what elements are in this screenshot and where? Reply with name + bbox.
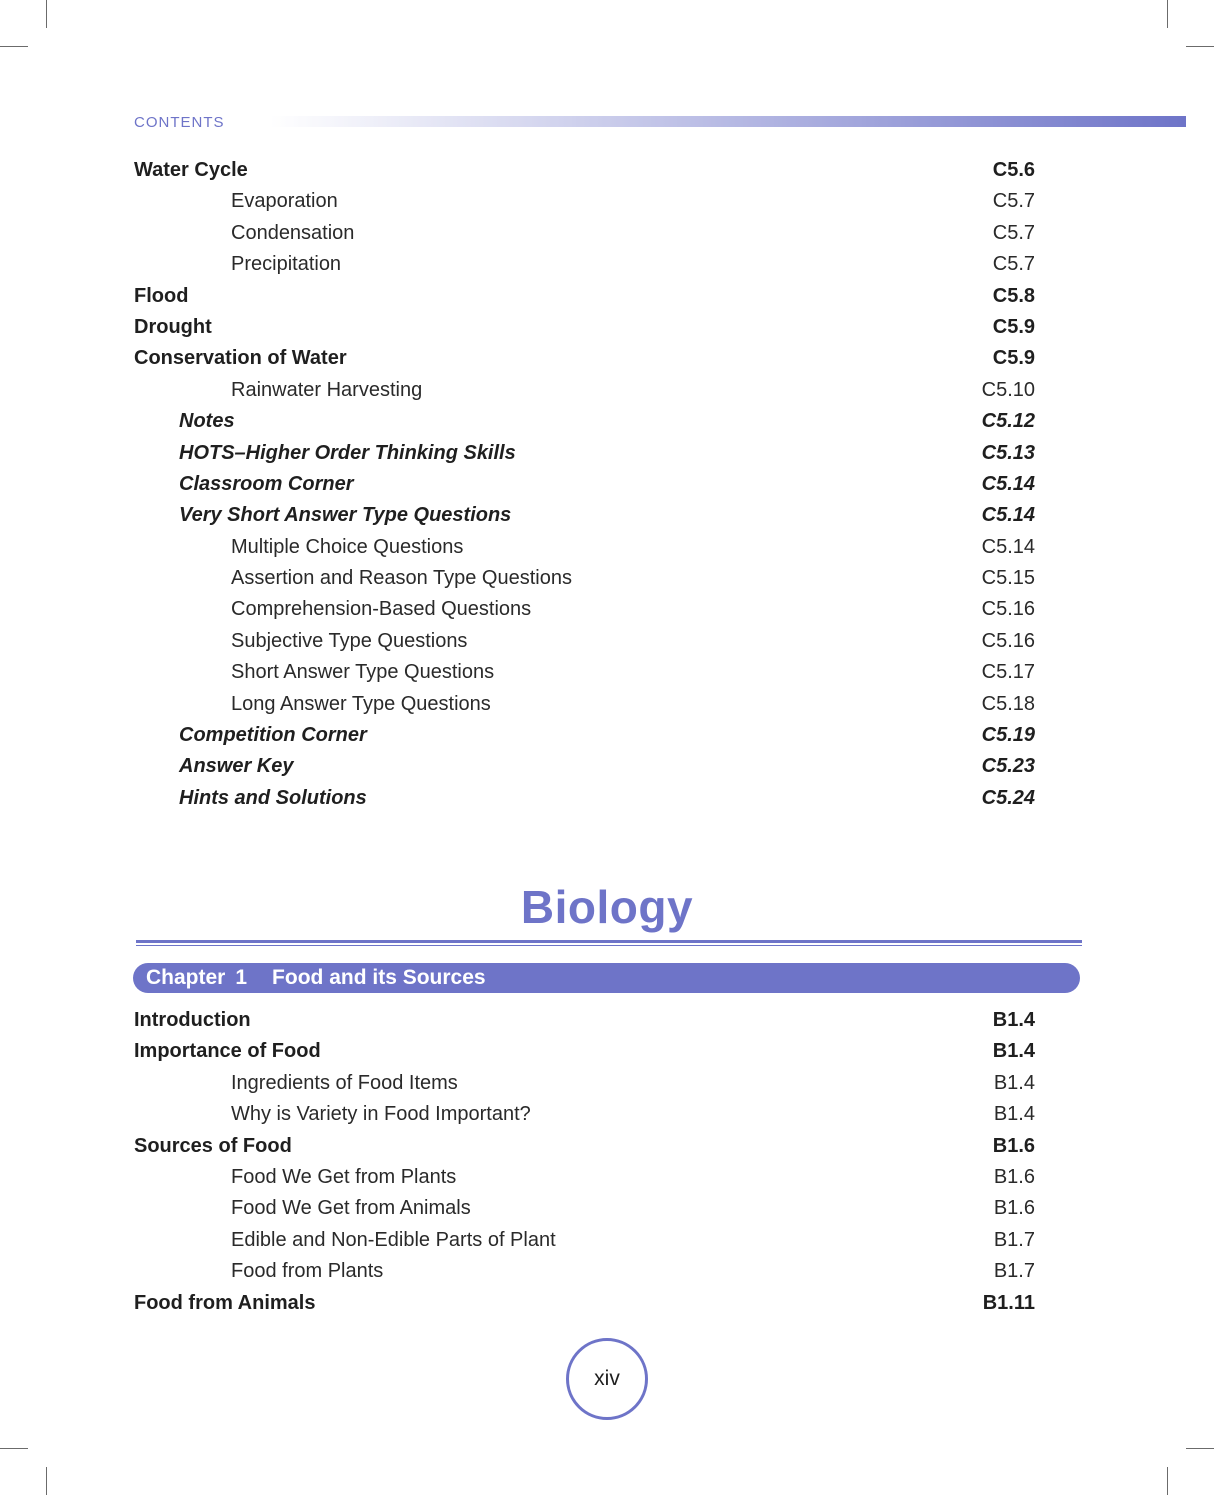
toc-entry-page: B1.11 xyxy=(982,1291,1035,1314)
toc-entry-page: B1.6 xyxy=(993,1165,1035,1188)
section-title-biology: Biology xyxy=(520,881,694,933)
toc-entry-page: C5.15 xyxy=(981,567,1035,590)
page-number: xiv xyxy=(594,1367,620,1390)
toc-entry-page: C5.23 xyxy=(981,755,1035,778)
toc-entry xyxy=(134,500,1035,531)
chapter-number: 1 xyxy=(235,966,248,989)
toc-entry-title: HOTS–Higher Order Thinking Skills xyxy=(179,441,516,464)
toc-entry xyxy=(134,343,1035,374)
toc-entry-page: C5.7 xyxy=(992,253,1035,276)
toc-entry xyxy=(134,1005,1035,1036)
toc-entry-page: C5.6 xyxy=(992,159,1035,181)
toc-entry-title: Short Answer Type Questions xyxy=(231,661,495,684)
toc-entry-page: C5.8 xyxy=(992,284,1035,307)
toc-biology-list xyxy=(134,1005,1035,1319)
chapter-title: Food and its Sources xyxy=(272,966,486,989)
header-gradient-bar xyxy=(270,116,1186,127)
title-rule xyxy=(136,940,1082,943)
toc-entry xyxy=(134,720,1035,751)
toc-entry-page: C5.14 xyxy=(981,535,1035,558)
toc-entry-page: C5.12 xyxy=(981,410,1035,433)
toc-entry-title: Sources of Food xyxy=(134,1134,292,1157)
crop-mark xyxy=(46,1467,47,1495)
toc-entry-title: Why is Variety in Food Important? xyxy=(231,1103,531,1126)
toc-entry-title: Food from Plants xyxy=(231,1260,384,1283)
toc-entry-title: Drought xyxy=(134,315,212,338)
toc-entry-page: C5.24 xyxy=(981,786,1035,809)
toc-entry-page: C5.14 xyxy=(981,472,1035,495)
toc-entry-title: Ingredients of Food Items xyxy=(231,1071,458,1094)
title-rule xyxy=(136,945,1082,946)
toc-entry-page: B1.4 xyxy=(992,1009,1035,1031)
toc-entry-title: Hints and Solutions xyxy=(179,786,367,809)
toc-entry-page: B1.4 xyxy=(993,1071,1035,1094)
toc-entry-title: Classroom Corner xyxy=(179,472,354,495)
toc-entry-title: Food We Get from Plants xyxy=(231,1165,457,1188)
toc-entry xyxy=(134,312,1035,343)
toc-entry-title: Multiple Choice Questions xyxy=(231,535,464,558)
toc-entry-page: C5.17 xyxy=(981,661,1035,684)
toc-entry xyxy=(134,1162,1035,1193)
toc-entry xyxy=(134,689,1035,720)
toc-entry-page: B1.4 xyxy=(993,1103,1035,1126)
toc-entry-title: Rainwater Harvesting xyxy=(231,378,423,401)
page-number-badge xyxy=(566,1338,648,1420)
toc-entry xyxy=(134,783,1035,814)
toc-entry-title: Very Short Answer Type Questions xyxy=(179,504,512,527)
toc-entry-title: Introduction xyxy=(134,1009,251,1031)
toc-entry-title: Long Answer Type Questions xyxy=(231,692,491,715)
toc-entry-page: C5.9 xyxy=(992,347,1035,370)
toc-entry-page: B1.7 xyxy=(993,1228,1035,1251)
crop-mark xyxy=(1186,1448,1214,1449)
crop-mark xyxy=(46,0,47,28)
toc-entry-title: Answer Key xyxy=(179,755,294,778)
toc-entry-page: B1.6 xyxy=(992,1134,1035,1157)
toc-entry-page: B1.6 xyxy=(993,1197,1035,1220)
toc-entry-title: Edible and Non-Edible Parts of Plant xyxy=(231,1228,556,1251)
toc-entry-title: Evaporation xyxy=(231,190,338,213)
crop-mark xyxy=(0,1448,28,1449)
toc-entry xyxy=(134,1256,1035,1287)
toc-entry-title: Subjective Type Questions xyxy=(231,629,468,652)
toc-entry xyxy=(134,594,1035,625)
toc-entry-page: C5.7 xyxy=(992,190,1035,213)
toc-entry xyxy=(134,438,1035,469)
toc-entry-title: Flood xyxy=(134,284,189,307)
toc-entry-page: C5.9 xyxy=(992,315,1035,338)
toc-entry xyxy=(134,1193,1035,1224)
toc-entry-title: Conservation of Water xyxy=(134,347,347,370)
chapter-label: Chapter xyxy=(146,966,226,989)
toc-entry-page: C5.16 xyxy=(981,598,1035,621)
toc-entry xyxy=(134,751,1035,782)
toc-entry xyxy=(134,155,1035,186)
toc-entry-title: Notes xyxy=(179,410,235,433)
toc-entry-title: Competition Corner xyxy=(179,724,367,747)
toc-entry xyxy=(134,1225,1035,1256)
toc-entry-page: C5.18 xyxy=(981,692,1035,715)
toc-entry-title: Precipitation xyxy=(231,253,342,276)
toc-entry-page: C5.19 xyxy=(981,724,1035,747)
toc-entry xyxy=(134,406,1035,437)
toc-entry xyxy=(134,281,1035,312)
toc-entry xyxy=(134,1288,1035,1319)
contents-header-label: CONTENTS xyxy=(134,114,225,131)
crop-mark xyxy=(1167,0,1168,28)
toc-entry xyxy=(134,1099,1035,1130)
toc-entry xyxy=(134,249,1035,280)
toc-entry xyxy=(134,532,1035,563)
toc-entry-title: Importance of Food xyxy=(134,1040,321,1063)
chapter-banner xyxy=(133,963,1080,993)
toc-entry xyxy=(134,563,1035,594)
toc-entry xyxy=(134,1036,1035,1067)
toc-entry-page: C5.7 xyxy=(992,221,1035,244)
toc-entry xyxy=(134,186,1035,217)
toc-entry-page: C5.14 xyxy=(981,504,1035,527)
toc-entry xyxy=(134,626,1035,657)
toc-entry xyxy=(134,1131,1035,1162)
crop-mark xyxy=(1186,46,1214,47)
toc-entry xyxy=(134,218,1035,249)
crop-mark xyxy=(1167,1467,1168,1495)
toc-entry-title: Water Cycle xyxy=(134,159,248,181)
crop-mark xyxy=(0,46,28,47)
toc-entry xyxy=(134,469,1035,500)
toc-entry-title: Food from Animals xyxy=(134,1291,316,1314)
toc-entry-page: C5.16 xyxy=(981,629,1035,652)
toc-entry-title: Assertion and Reason Type Questions xyxy=(231,567,572,590)
toc-chemistry-list xyxy=(134,155,1035,814)
toc-entry-page: C5.10 xyxy=(981,378,1035,401)
toc-entry-page: C5.13 xyxy=(981,441,1035,464)
toc-entry-title: Food We Get from Animals xyxy=(231,1197,471,1220)
toc-entry-title: Comprehension-Based Questions xyxy=(231,598,532,621)
toc-entry-page: B1.4 xyxy=(992,1040,1035,1063)
toc-entry-title: Condensation xyxy=(231,221,355,244)
toc-entry-page: B1.7 xyxy=(993,1260,1035,1283)
toc-entry xyxy=(134,657,1035,688)
toc-entry xyxy=(134,375,1035,406)
toc-entry xyxy=(134,1068,1035,1099)
